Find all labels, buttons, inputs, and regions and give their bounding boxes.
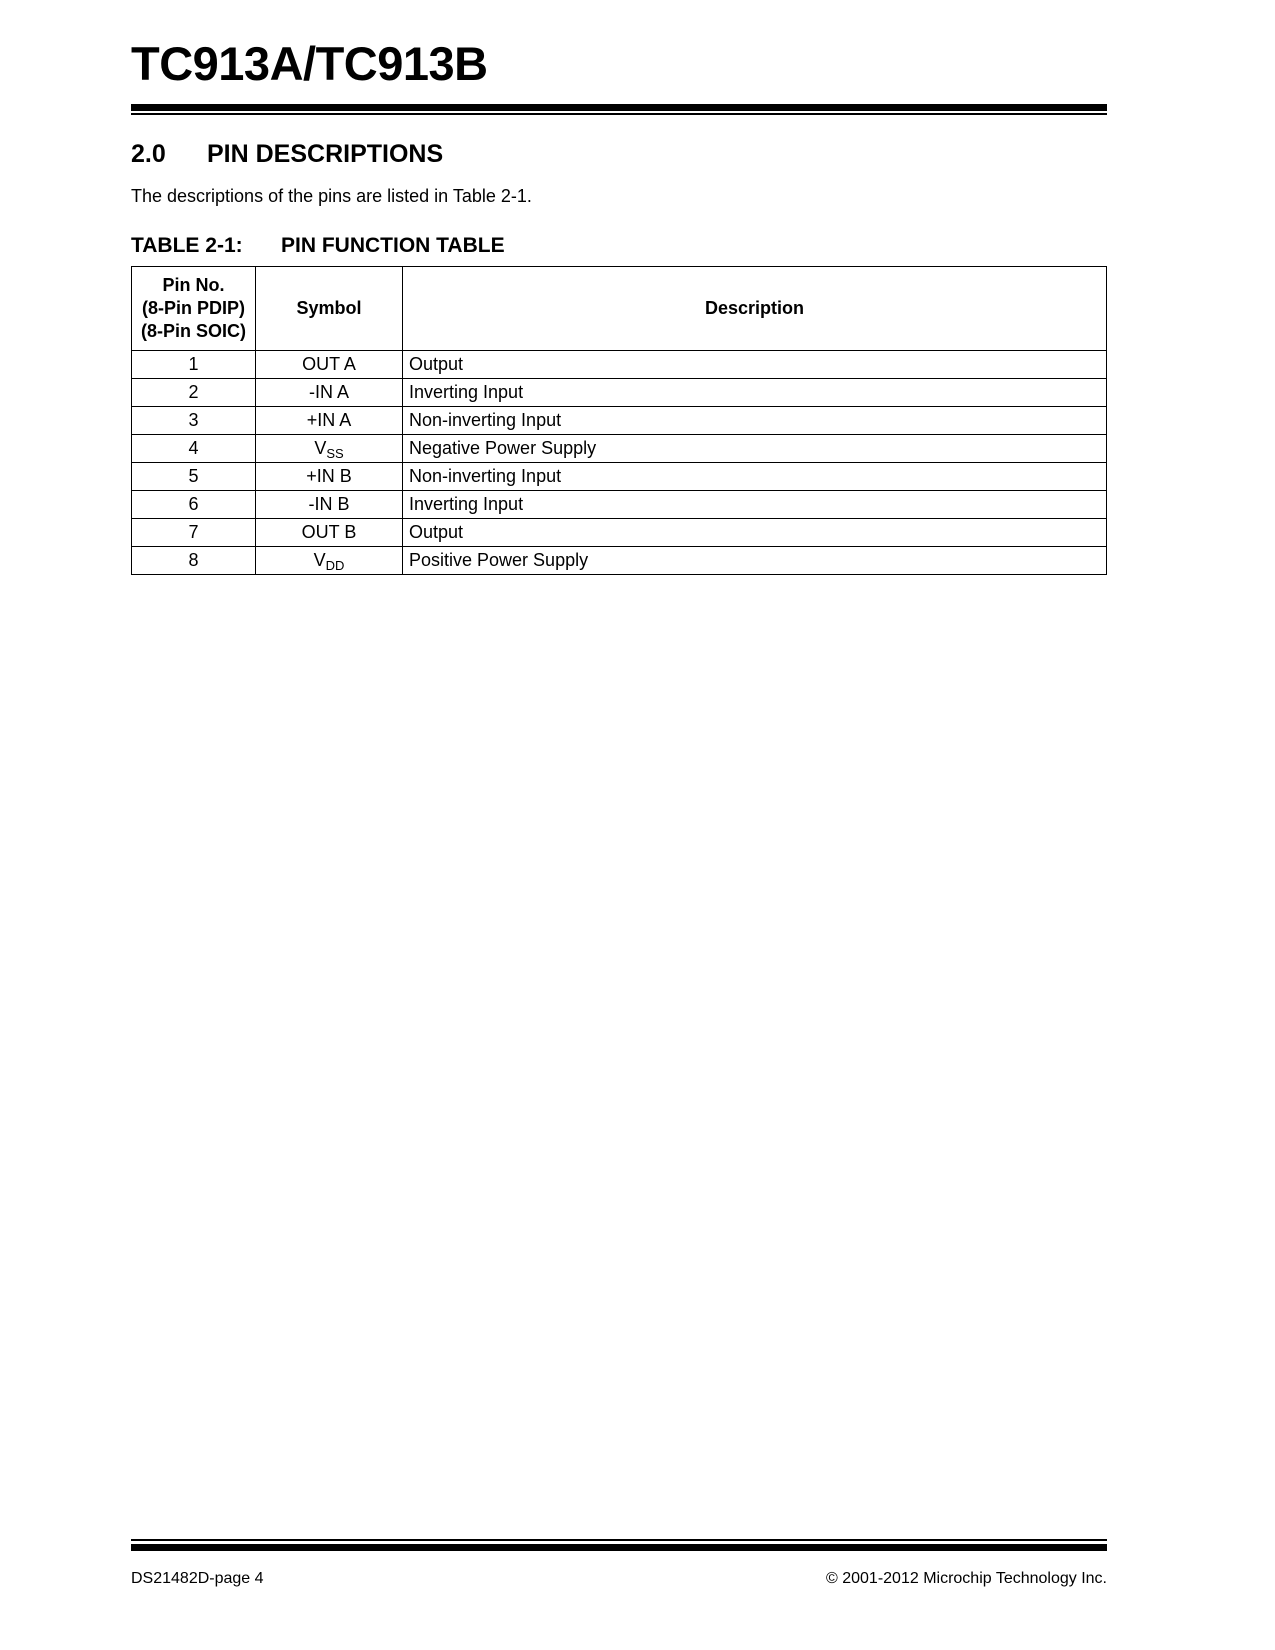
pin-description: Inverting Input: [403, 491, 1107, 519]
footer-copyright: © 2001-2012 Microchip Technology Inc.: [826, 1570, 1107, 1587]
table-row: [132, 379, 1107, 407]
pin-description: Non-inverting Input: [403, 407, 1107, 435]
table-row: [132, 407, 1107, 435]
table-row: [132, 463, 1107, 491]
pin-number: 3: [132, 407, 256, 435]
header-pin-line2: (8-Pin PDIP): [141, 298, 245, 318]
pin-description: Inverting Input: [403, 379, 1107, 407]
header-symbol: Symbol: [256, 267, 403, 351]
table-row: [132, 547, 1107, 575]
section-heading: [131, 142, 443, 167]
header-rule-thick: [131, 104, 1107, 111]
symbol-base: V: [313, 550, 326, 570]
pin-description: Output: [403, 519, 1107, 547]
header-pin-line1: Pin No.: [162, 275, 225, 295]
pin-number: 2: [132, 379, 256, 407]
footer-rule-thin: [131, 1539, 1107, 1541]
pin-description: Negative Power Supply: [403, 435, 1107, 463]
section-intro: The descriptions of the pins are listed in Table 2-1.: [131, 186, 532, 206]
pin-description: Non-inverting Input: [403, 463, 1107, 491]
table-header-row: [132, 267, 1107, 351]
pin-number: 8: [132, 547, 256, 575]
footer-page-id: DS21482D-page 4: [131, 1570, 264, 1587]
pin-symbol: [256, 547, 403, 575]
pin-symbol: +IN A: [256, 407, 403, 435]
table-row: [132, 351, 1107, 379]
pin-number: 6: [132, 491, 256, 519]
table-caption-title: PIN FUNCTION TABLE: [281, 234, 505, 257]
pin-symbol: -IN B: [256, 491, 403, 519]
page-title: TC913A/TC913B: [131, 37, 488, 90]
header-pin-line3: (8-Pin SOIC): [140, 321, 246, 341]
pin-number: 5: [132, 463, 256, 491]
symbol-subscript: DD: [325, 558, 345, 573]
pin-description: Output: [403, 351, 1107, 379]
pin-symbol: OUT A: [256, 351, 403, 379]
section-title: PIN DESCRIPTIONS: [207, 140, 444, 168]
section-number: 2.0: [131, 140, 166, 168]
table-row: [132, 435, 1107, 463]
header-description: Description: [403, 267, 1107, 351]
symbol-subscript: SS: [326, 446, 344, 461]
pin-number: 4: [132, 435, 256, 463]
pin-symbol: OUT B: [256, 519, 403, 547]
pin-symbol: [256, 435, 403, 463]
pin-number: 7: [132, 519, 256, 547]
table-caption: [131, 235, 505, 256]
table-row: [132, 519, 1107, 547]
pin-symbol: -IN A: [256, 379, 403, 407]
pin-symbol: +IN B: [256, 463, 403, 491]
footer-rule-thick: [131, 1544, 1107, 1551]
pin-number: 1: [132, 351, 256, 379]
symbol-base: V: [314, 438, 327, 458]
pin-description: Positive Power Supply: [403, 547, 1107, 575]
table-caption-number: TABLE 2-1:: [131, 234, 243, 257]
header-rule-thin: [131, 113, 1107, 115]
pin-function-table: [131, 266, 1107, 575]
table-row: [132, 491, 1107, 519]
header-pin-no: [132, 267, 256, 351]
